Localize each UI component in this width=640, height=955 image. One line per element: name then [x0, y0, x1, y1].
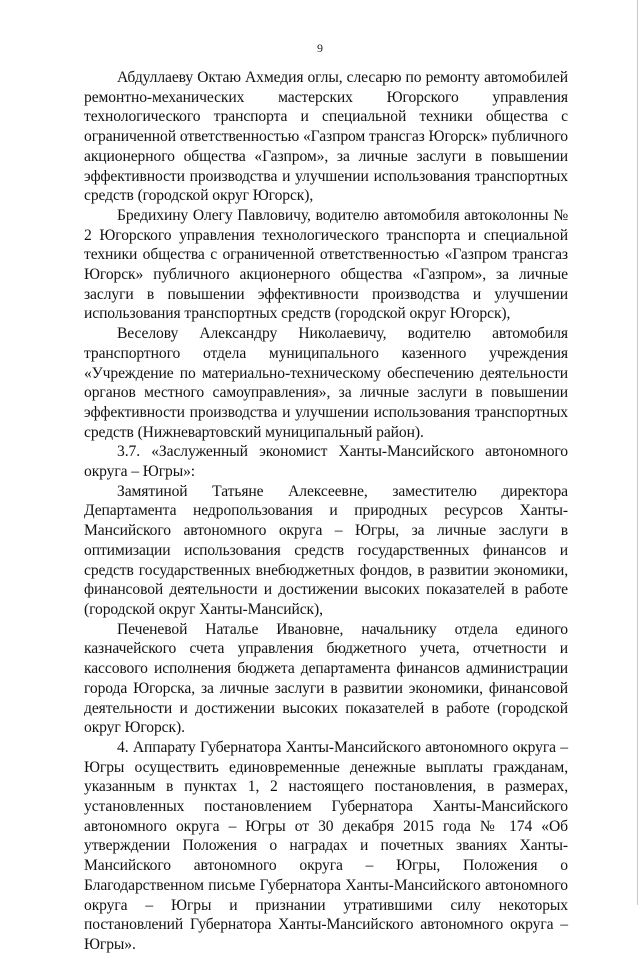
- page-number: 9: [317, 41, 323, 55]
- award-paragraph-abdullaev: Абдуллаеву Октаю Ахмедия оглы, слесарю по ремонту автомобилей ремонтно-механических мастерских Югорского управления технологического транспорта и специальной техники общества с ограниченной ответственностью «Газпром трансгаз Югорск» публичного акционерного общества «Газпром», за личные заслуги в повышении эффективности производства и улучшении использования транспортных средств (городской округ Югорск),: [84, 69, 568, 205]
- award-paragraph-pecheneva: Печеневой Наталье Ивановне, начальнику отдела единого казначейского счета управления бюджетного учета, отчетности и кассового исполнения бюджета департамента финансов администрации города Югорска, за личные заслуги в развитии экономики, финансовой деятельности и достижении высоких показателей в работе (городской округ Югорск).: [84, 620, 568, 737]
- award-paragraph-veselov: Веселову Александру Николаевичу, водителю автомобиля транспортного отдела муниципального казенного учреждения «Учреждение по материально-техническому обеспечению деятельности органов местного самоуправления», за личные заслуги в повышении эффективности производства и улучшении использования транспортных средств (Нижневартовский муниципальный район).: [84, 325, 568, 441]
- award-paragraph-bredikhin: Бредихину Олегу Павловичу, водителю автомобиля автоколонны № 2 Югорского управления технологического транспорта и специальной техники общества с ограниченной ответственностью «Газпром трансгаз Югорск» публичного акционерного общества «Газпром», за личные заслуги в повышении эффективности производства и улучшении использования транспортных средств (городской округ Югорск),: [84, 206, 568, 323]
- award-paragraph-zamyatina: Замятиной Татьяне Алексеевне, заместителю директора Департамента недропользования и природных ресурсов Ханты-Мансийского автономного округа – Югры, за личные заслуги в оптимизации использования средств государственных финансов и средств государственных внебюджетных фондов, в развитии экономики, финансовой деятельности и достижении высоких показателей в работе (городской округ Ханты-Мансийск),: [84, 482, 568, 618]
- section-heading-3-7: 3.7. «Заслуженный экономист Ханты-Мансийского автономного округа – Югры»:: [84, 443, 568, 481]
- document-body: [84, 68, 568, 955]
- clause-4-paragraph: 4. Аппарату Губернатора Ханты-Мансийского автономного округа – Югры осуществить единовременные денежные выплаты гражданам, указанным в пунктах 1, 2 настоящего постановления, в размерах, установленных постановлением Губернатора Ханты-Мансийского автономного округа – Югры от 30 декабря 2015 года № 174 «Об утверждении Положения о наградах и почетных званиях Ханты-Мансийского автономного округа – Югры, Положения о Благодарственном письме Губернатора Ханты-Мансийского автономного округа – Югры и признании утратившими силу некоторых постановлений Губернатора Ханты-Мансийского автономного округа – Югры».: [84, 738, 568, 953]
- page-edge-line: [637, 0, 638, 905]
